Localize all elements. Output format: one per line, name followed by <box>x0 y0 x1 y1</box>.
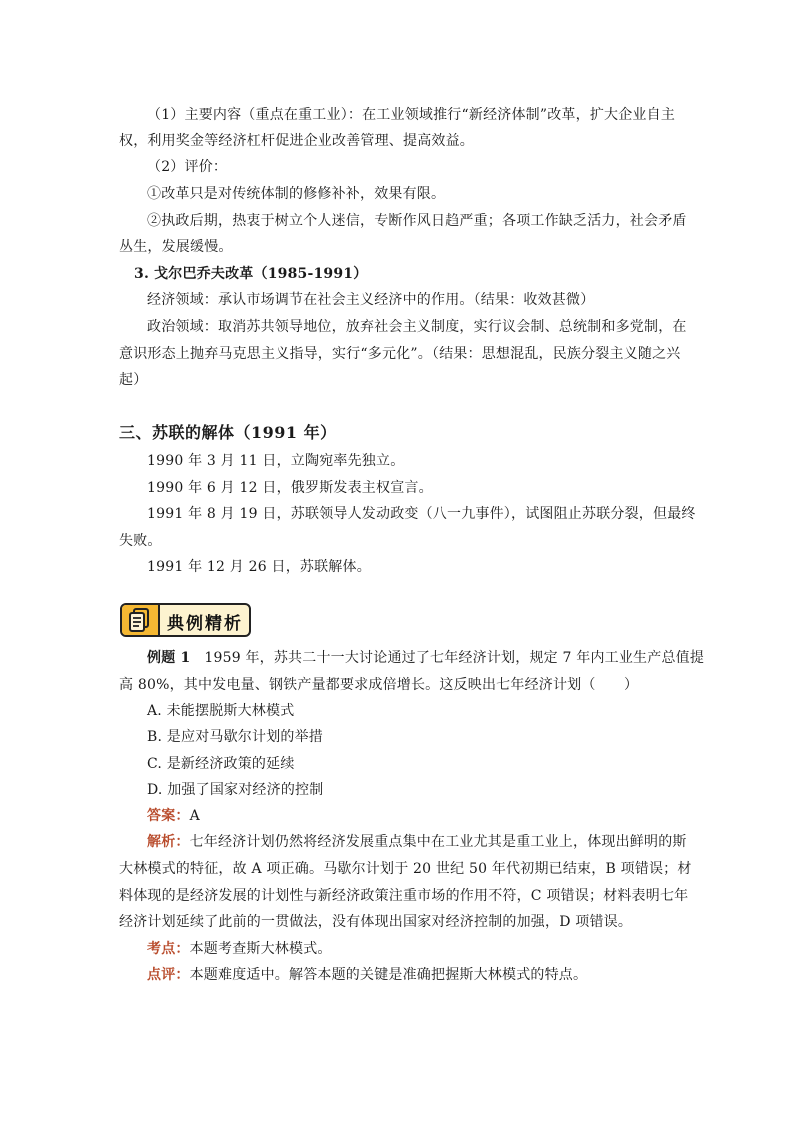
analysis-line-4: 经济计划延续了此前的一贯做法，没有体现出国家对经济控制的加强，D 项错误。 <box>119 914 633 930</box>
document-list-icon <box>122 605 160 635</box>
event-2: 1990 年 6 月 12 日，俄罗斯发表主权宣言。 <box>147 480 433 496</box>
comment-text: 本题难度适中。解答本题的关键是准确把握斯大林模式的特点。 <box>189 967 588 983</box>
analysis-text: 七年经济计划仍然将经济发展重点集中在工业尤其是重工业上，体现出鲜明的斯 <box>189 834 687 850</box>
gorbachev-reform-heading: 3. 戈尔巴乔夫改革（1985-1991） <box>134 266 368 282</box>
evaluation-heading: （2）评价： <box>147 159 228 175</box>
evaluation-point-2-line-1: ②执政后期，热衷于树立个人迷信，专断作风日趋严重；各项工作缺乏活力，社会矛盾 <box>147 213 687 229</box>
political-field-line-2: 意识形态上抛弃马克思主义指导，实行“多元化”。（结果：思想混乱，民族分裂主义随之兴 <box>119 346 681 362</box>
political-field-line-1: 政治领域：取消苏共领导地位，放弃社会主义制度，实行议会制、总统制和多党制，在 <box>147 319 687 335</box>
comment-label: 点评： <box>147 967 190 983</box>
reform-content-line-2: 权，利用奖金等经济杠杆促进企业改善管理、提高效益。 <box>119 133 474 149</box>
exam-point-label: 考点： <box>147 941 190 957</box>
option-a: A. 未能摆脱斯大林模式 <box>147 703 295 719</box>
political-field-line-3: 起） <box>119 372 148 388</box>
example-label: 例题 1 <box>147 650 191 666</box>
analysis-line-3: 料体现的是经济发展的计划性与新经济政策注重市场的作用不符，C 项错误；材料表明七年 <box>119 888 689 904</box>
reform-content-line-1: （1）主要内容（重点在重工业）：在工业领域推行“新经济体制”改革，扩大企业自主 <box>147 107 676 123</box>
example-question-text: 1959 年，苏共二十一大讨论通过了七年经济计划，规定 7 年内工业生产总值提 <box>204 650 705 666</box>
event-4: 1991 年 12 月 26 日，苏联解体。 <box>147 559 371 575</box>
answer-line <box>119 806 703 826</box>
answer-label: 答案： <box>147 808 190 824</box>
analysis-label: 解析： <box>147 834 190 850</box>
event-3-line-1: 1991 年 8 月 19 日，苏联领导人发动政变（八一九事件），试图阻止苏联分裂，但最终 <box>147 506 696 522</box>
exam-point-line <box>119 939 703 959</box>
event-1: 1990 年 3 月 11 日，立陶宛率先独立。 <box>147 453 405 469</box>
analysis-line-2: 大林模式的特征，故 A 项正确。马歇尔计划于 20 世纪 50 年代初期已结束，B 项错误；材 <box>119 861 692 877</box>
option-b: B. 是应对马歇尔计划的举措 <box>147 729 323 745</box>
analysis-line-1 <box>119 832 703 852</box>
exam-point-text: 本题考查斯大林模式。 <box>189 941 332 957</box>
economic-field: 经济领域：承认市场调节在社会主义经济中的作用。（结果：收效甚微） <box>147 292 595 308</box>
answer-value: A <box>189 808 200 824</box>
example-analysis-badge <box>120 603 251 637</box>
evaluation-point-2-line-2: 丛生，发展缓慢。 <box>119 239 233 255</box>
comment-line <box>119 965 703 985</box>
example-question-line-1 <box>119 648 703 668</box>
option-c: C. 是新经济政策的延续 <box>147 756 295 772</box>
evaluation-point-1: ①改革只是对传统体制的修修补补，效果有限。 <box>147 186 446 202</box>
example-question-line-2: 高 80%，其中发电量、钢铁产量都要求成倍增长。这反映出七年经济计划（ ） <box>119 677 639 693</box>
option-d: D. 加强了国家对经济的控制 <box>147 782 324 798</box>
event-3-line-2: 失败。 <box>119 533 162 549</box>
badge-label: 典例精析 <box>167 614 243 634</box>
section-3-heading: 三、苏联的解体（1991 年） <box>119 423 337 442</box>
